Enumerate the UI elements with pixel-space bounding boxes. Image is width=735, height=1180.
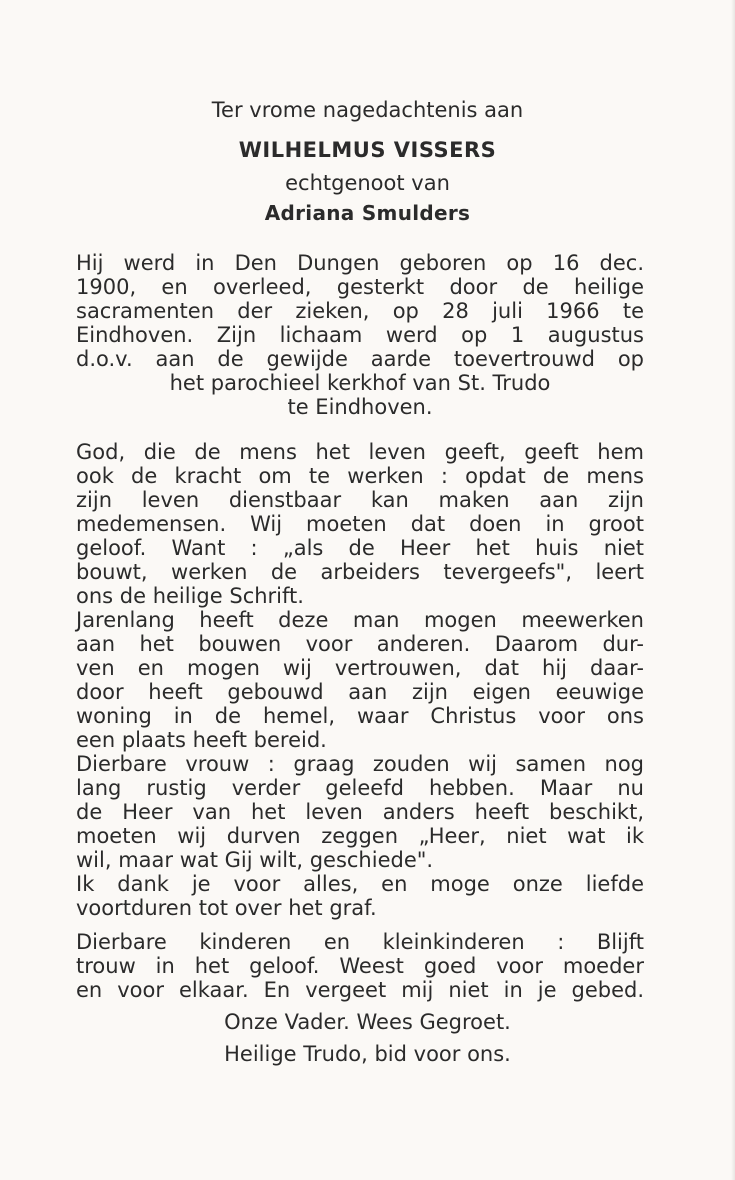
text-line: ook de kracht om te werken : opdat de mens <box>76 464 644 488</box>
dedication-intro: Ter vrome nagedachtenis aan <box>211 98 524 122</box>
deceased-name: WILHELMUS VISSERS <box>238 138 497 162</box>
text-line: God, die de mens het leven geeft, geeft hem <box>76 440 644 464</box>
bio-line: d.o.v. aan de gewijde aarde toevertrouwd op <box>76 347 644 371</box>
bio-line: te Eindhoven. <box>287 395 433 419</box>
spouse-name: Adriana Smulders <box>264 201 471 225</box>
text-line: voortduren tot over het graf. <box>76 896 377 920</box>
spouse-intro: echtgenoot van <box>285 171 450 195</box>
text-line: trouw in het geloof. Weest goed voor moeder <box>76 954 644 978</box>
text-line: de Heer van het leven anders heeft beschikt, <box>76 800 644 824</box>
text-line: ven en mogen wij vertrouwen, dat hij daar- <box>76 656 644 680</box>
text-line: zijn leven dienstbaar kan maken aan zijn <box>76 488 644 512</box>
text-line: Dierbare vrouw : graag zouden wij samen nog <box>76 752 644 776</box>
prayer-line: Onze Vader. Wees Gegroet. <box>224 1010 511 1034</box>
text-line: Ik dank je voor alles, en moge onze liefde <box>76 872 644 896</box>
bio-line: sacramenten der zieken, op 28 juli 1966 te <box>76 299 644 323</box>
text-line: ons de heilige Schrift. <box>76 584 304 608</box>
text-line: moeten wij durven zeggen „Heer, niet wat ik <box>76 824 644 848</box>
text-line: en voor elkaar. En vergeet mij niet in je gebed. <box>76 978 644 1002</box>
text-line: bouwt, werken de arbeiders tevergeefs", leert <box>76 560 644 584</box>
bio-line: 1900, en overleed, gesterkt door de heilige <box>76 275 644 299</box>
text-line: aan het bouwen voor anderen. Daarom dur- <box>76 632 644 656</box>
text-line: wil, maar wat Gij wilt, geschiede". <box>76 848 434 872</box>
invocation-line: Heilige Trudo, bid voor ons. <box>224 1042 511 1066</box>
reflection-text <box>76 440 644 920</box>
text-line: woning in de hemel, waar Christus voor ons <box>76 704 644 728</box>
bio-line: Eindhoven. Zijn lichaam werd op 1 augustus <box>76 323 644 347</box>
text-line: geloof. Want : „als de Heer het huis niet <box>76 536 644 560</box>
text-line: medemensen. Wij moeten dat doen in groot <box>76 512 644 536</box>
text-line: een plaats heeft bereid. <box>76 728 327 752</box>
text-line: Jarenlang heeft deze man mogen meewerken <box>76 608 644 632</box>
text-line: lang rustig verder geleefd hebben. Maar nu <box>76 776 644 800</box>
text-line: door heeft gebouwd aan zijn eigen eeuwige <box>76 680 644 704</box>
bio-line: het parochieel kerkhof van St. Trudo <box>169 371 551 395</box>
biography-paragraph <box>76 251 644 419</box>
family-message <box>76 930 644 1002</box>
text-line: Dierbare kinderen en kleinkinderen : Blijft <box>76 930 644 954</box>
bio-line: Hij werd in Den Dungen geboren op 16 dec. <box>76 251 644 275</box>
